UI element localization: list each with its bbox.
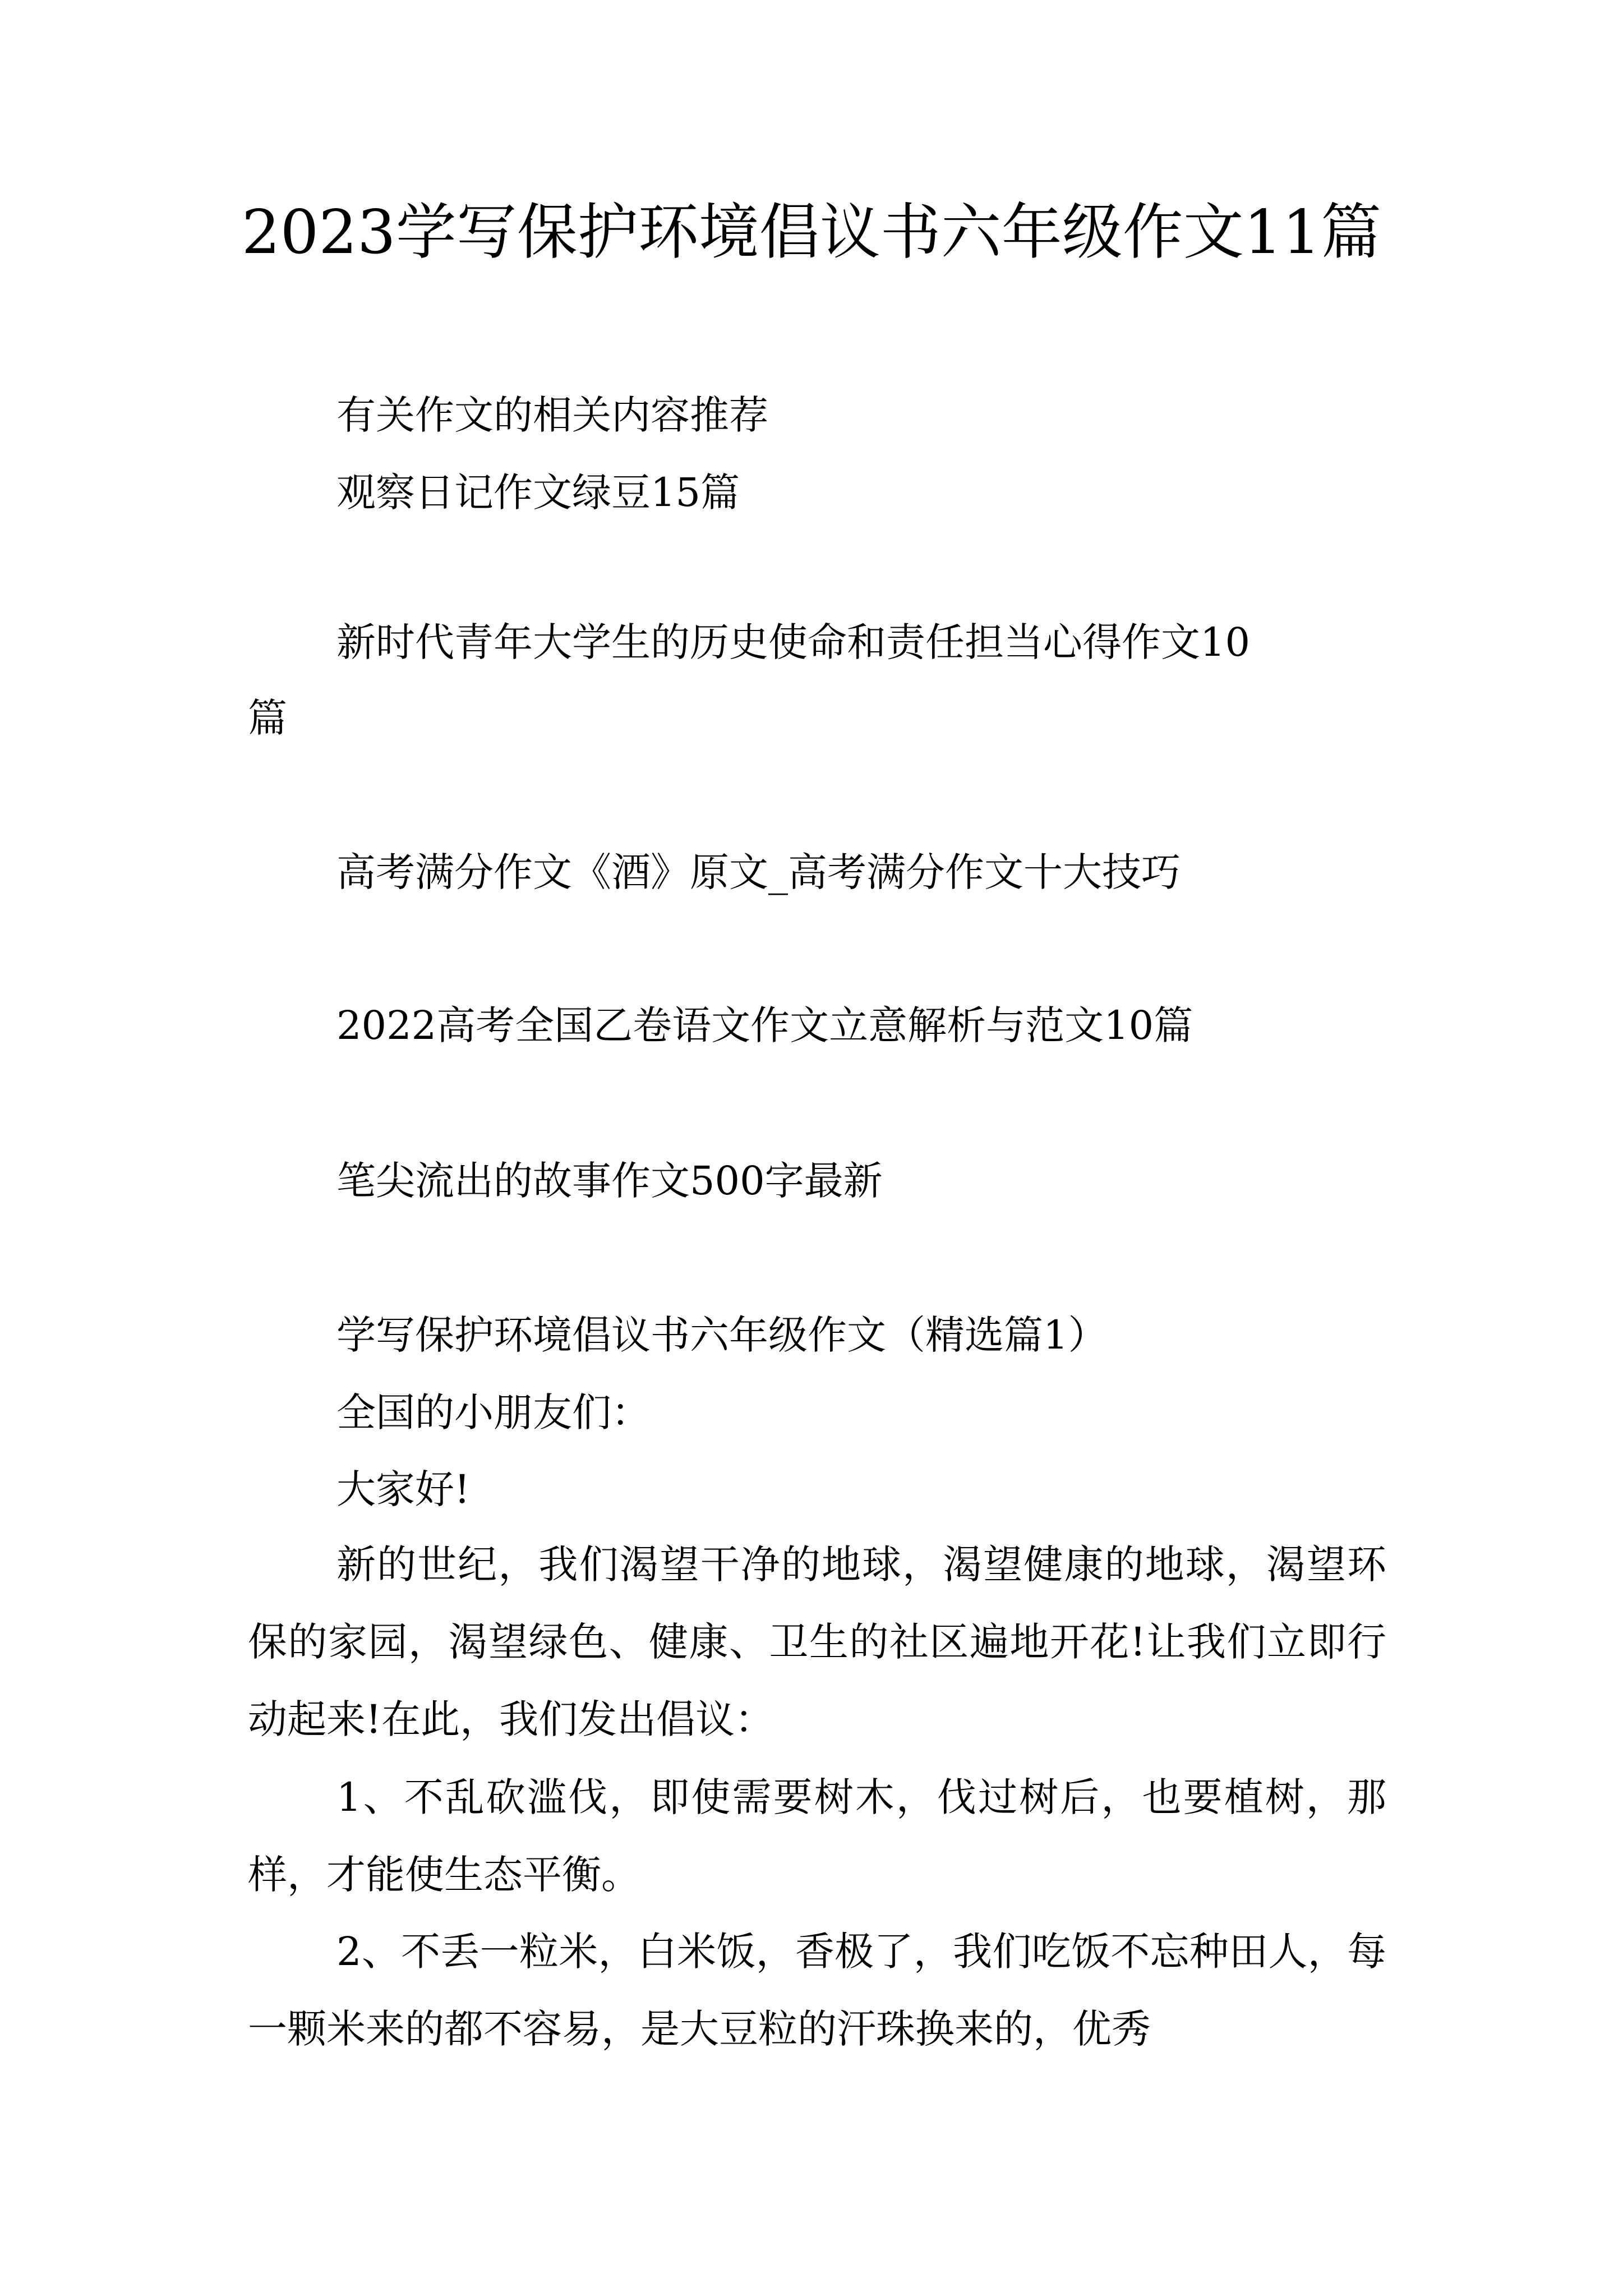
document-title: 2023学写保护环境倡议书六年级作文11篇 xyxy=(241,197,1382,268)
related-link-2-continued[interactable]: 篇 xyxy=(248,695,287,741)
related-heading: 有关作文的相关内容推荐 xyxy=(336,392,768,438)
related-link-1[interactable]: 观察日记作文绿豆15篇 xyxy=(336,470,740,516)
essay-subtitle: 学写保护环境倡议书六年级作文（精选篇1） xyxy=(336,1312,1108,1358)
related-link-2[interactable]: 新时代青年大学生的历史使命和责任担当心得作文10 xyxy=(336,619,1251,665)
essay-paragraph-1: 新的世纪，我们渴望干净的地球，渴望健康的地球，渴望环保的家园，渴望绿色、健康、卫生的社区遍地开花!让我们立即行动起来!在此，我们发出倡议： xyxy=(248,1542,1386,1742)
essay-paragraph-3: 2、不丢一粒米，白米饭，香极了，我们吃饭不忘种田人，每一颗米来的都不容易，是大豆粒的汗珠换来的，优秀 xyxy=(248,1929,1386,2052)
related-link-4[interactable]: 2022高考全国乙卷语文作文立意解析与范文10篇 xyxy=(336,1002,1193,1048)
essay-salutation: 全国的小朋友们： xyxy=(336,1389,651,1435)
related-link-3[interactable]: 高考满分作文《酒》原文_高考满分作文十大技巧 xyxy=(336,849,1181,895)
essay-paragraph-2: 1、不乱砍滥伐，即使需要树木，伐过树后，也要植树，那样，才能使生态平衡。 xyxy=(248,1774,1386,1898)
essay-greeting: 大家好! xyxy=(336,1466,471,1512)
related-link-5[interactable]: 笔尖流出的故事作文500字最新 xyxy=(336,1158,883,1204)
